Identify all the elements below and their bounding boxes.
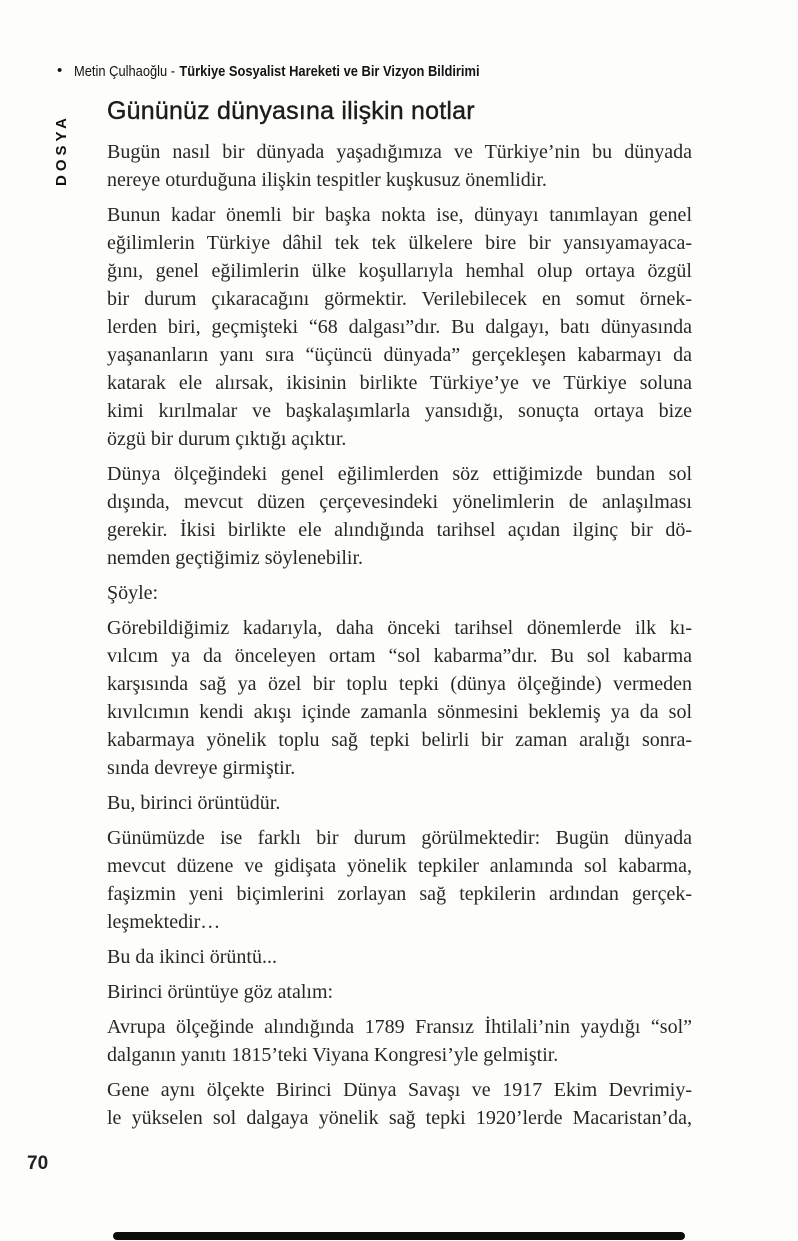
paragraph	[107, 1013, 692, 1069]
text-line: özgü bir durum çıktığı açıktır.	[107, 428, 347, 450]
text-line: Görebildiğimiz kadarıyla, daha önceki tarihsel dönemlerde ilk kı-	[107, 617, 692, 639]
page-number: 70	[27, 1153, 49, 1174]
paragraph	[107, 138, 692, 194]
paragraph	[107, 943, 692, 971]
body-text	[107, 138, 692, 1132]
text-line: Birinci örüntüye göz atalım:	[107, 981, 334, 1003]
paragraph	[107, 824, 692, 936]
text-line: Bunun kadar önemli bir başka nokta ise, dünyayı tanımlayan genel	[107, 204, 692, 226]
text-line: kıvılcımın kendi akışı içinde zamanla sönmesini beklemiş ya da sol	[107, 701, 692, 723]
paragraph	[107, 201, 692, 453]
paragraph	[107, 614, 692, 782]
paragraph	[107, 1076, 692, 1132]
text-line: dalganın yanıtı 1815’teki Viyana Kongresi’yle gelmiştir.	[107, 1044, 559, 1066]
text-line: Gene aynı ölçekte Birinci Dünya Savaşı ve 1917 Ekim Devrimiy-	[107, 1079, 692, 1101]
paragraph	[107, 978, 692, 1006]
header-text	[74, 63, 480, 80]
text-line: nemden geçtiğimiz söylenebilir.	[107, 547, 364, 569]
text-line: kimi kırılmalar ve başkalaşımlarla yansıdığı, sonuçta ortaya bize	[107, 400, 692, 422]
header-book-title: Türkiye Sosyalist Hareketi ve Bir Vizyon Bildirimi	[179, 63, 480, 80]
text-line: ğını, genel eğilimlerin ülke koşullarıyla hemhal olup ortaya özgül	[107, 260, 692, 282]
text-line: nereye oturduğuna ilişkin tespitler kuşkusuz önemlidir.	[107, 169, 547, 191]
page-title: Gününüz dünyasına ilişkin notlar	[107, 97, 475, 125]
text-line: leşmektedir…	[107, 911, 221, 933]
paragraph	[107, 460, 692, 572]
paragraph	[107, 789, 692, 817]
sidebar-section-label: DOSYA	[53, 114, 70, 186]
paragraph	[107, 579, 692, 607]
text-line: Şöyle:	[107, 582, 159, 604]
text-line: lerden biri, geçmişteki “68 dalgası”dır. Bu dalgayı, batı dünyasında	[107, 316, 692, 338]
bullet-icon: •	[57, 62, 63, 79]
text-line: gerekir. İkisi birlikte ele alındığında tarihsel açıdan ilginç bir dö-	[107, 519, 692, 541]
text-line: Dünya ölçeğindeki genel eğilimlerden söz ettiğimizde bundan sol	[107, 463, 692, 485]
text-line: Bu da ikinci örüntü...	[107, 946, 277, 968]
text-line: le yükselen sol dalgaya yönelik sağ tepki 1920’lerde Macaristan’da,	[107, 1107, 692, 1129]
text-column	[107, 97, 692, 1139]
text-line: eğilimlerin Türkiye dâhil tek tek ülkelere bire bir yansıyamayaca-	[107, 232, 692, 254]
text-line: karşısında sağ ya özel bir toplu tepki (dünya ölçeğinde) vermeden	[107, 673, 692, 695]
text-line: mevcut düzene ve gidişata yönelik tepkiler anlamında sol kabarma,	[107, 855, 692, 877]
text-line: katarak ele alırsak, ikisinin birlikte Türkiye’ye ve Türkiye soluna	[107, 372, 692, 394]
text-line: sında devreye girmiştir.	[107, 757, 296, 779]
header-author: Metin Çulhaoğlu -	[74, 63, 176, 80]
text-line: yaşananların yanı sıra “üçüncü dünyada” gerçekleşen kabarmayı da	[107, 344, 692, 366]
text-line: Bugün nasıl bir dünyada yaşadığımıza ve Türkiye’nin bu dünyada	[107, 141, 692, 163]
running-header	[57, 62, 546, 80]
bottom-edge-bar	[113, 1232, 685, 1240]
text-line: Bu, birinci örüntüdür.	[107, 792, 281, 814]
text-line: kabarmaya yönelik toplu sağ tepki belirli bir zaman aralığı sonra-	[107, 729, 692, 751]
text-line: vılcım ya da önceleyen ortam “sol kabarma”dır. Bu sol kabarma	[107, 645, 692, 667]
text-line: faşizmin yeni biçimlerini zorlayan sağ tepkilerin ardından gerçek-	[107, 883, 692, 905]
text-line: bir durum çıkaracağını görmektir. Verilebilecek en somut örnek-	[107, 288, 692, 310]
text-line: Avrupa ölçeğinde alındığında 1789 Fransız İhtilali’nin yaydığı “sol”	[107, 1016, 692, 1038]
text-line: Günümüzde ise farklı bir durum görülmektedir: Bugün dünyada	[107, 827, 692, 849]
text-line: dışında, mevcut düzen çerçevesindeki yönelimlerin de anlaşılması	[107, 491, 692, 513]
